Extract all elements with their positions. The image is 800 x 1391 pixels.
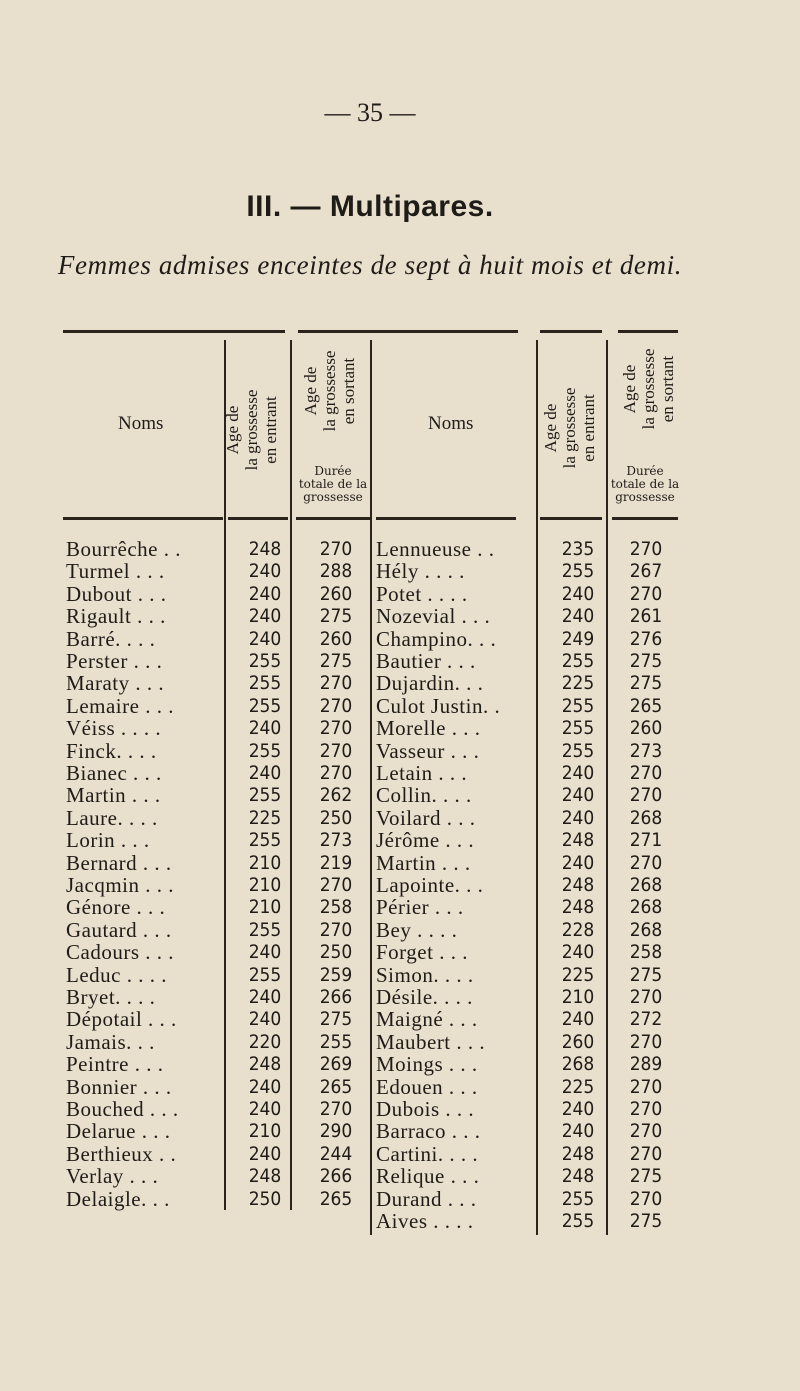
left-sortant-cell: 290 (319, 1120, 353, 1143)
left-name-cell: Jamais. . . (66, 1029, 155, 1054)
left-sortant-cell: 270 (319, 739, 353, 762)
left-sortant-cell: 250 (319, 806, 353, 829)
right-sortant-cell: 270 (629, 1098, 663, 1120)
right-sortant-cell: 260 (629, 717, 663, 740)
right-sortant-cell: 268 (629, 806, 663, 829)
left-name-cell: Dubout . . . (66, 581, 167, 606)
left-entrant-cell: 248 (248, 1053, 282, 1076)
left-sortant-cell: 260 (319, 582, 353, 605)
right-name-cell: Relique . . . (376, 1164, 480, 1189)
left-name-cell: Lemaire . . . (66, 693, 174, 718)
right-name-cell: Durand . . . (376, 1186, 477, 1211)
left-entrant-cell: 250 (248, 1187, 282, 1210)
right-entrant-cell: 248 (561, 896, 595, 919)
left-entrant-cell: 240 (248, 605, 282, 628)
left-sortant-cell: 258 (319, 896, 353, 919)
right-sortant-cell: 270 (629, 1030, 663, 1053)
right-entrant-cell: 240 (561, 582, 595, 605)
right-entrant-cell: 255 (561, 1187, 595, 1210)
right-name-cell: Maigné . . . (376, 1007, 478, 1032)
table-row (0, 941, 800, 963)
left-entrant-cell: 240 (248, 627, 282, 650)
left-sortant-cell: 288 (319, 560, 353, 583)
table-row (0, 605, 800, 627)
left-name-cell: Bonnier . . . (66, 1074, 172, 1099)
table-row (0, 1053, 800, 1075)
right-name-cell: Simon. . . . (376, 962, 474, 987)
right-entrant-cell: 255 (561, 694, 595, 717)
right-name-cell: Letain . . . (376, 761, 468, 785)
left-sortant-cell: 270 (319, 918, 353, 941)
right-name-cell: Dujardin. . . (376, 671, 484, 696)
right-name-cell: Morelle . . . (376, 716, 481, 741)
left-name-cell: Bianec . . . (66, 761, 162, 785)
right-entrant-cell: 248 (561, 874, 595, 896)
table-row (0, 852, 800, 874)
table-row (0, 672, 800, 694)
right-sortant-cell: 267 (629, 560, 663, 583)
right-entrant-cell: 248 (561, 1165, 595, 1188)
right-name-cell: Edouen . . . (376, 1074, 478, 1099)
table-row (0, 874, 800, 896)
right-entrant-cell: 260 (561, 1030, 595, 1053)
page-number: — 35 — (324, 98, 416, 127)
right-sortant-cell: 265 (629, 694, 663, 717)
left-sortant-cell: 244 (319, 1142, 353, 1165)
left-name-cell: Cadours . . . (66, 940, 174, 965)
left-name-cell: Delaigle. . . (66, 1186, 170, 1211)
right-entrant-cell: 255 (561, 1210, 595, 1232)
left-entrant-cell: 225 (248, 806, 282, 829)
left-sortant-cell: 275 (319, 650, 353, 672)
right-entrant-cell: 255 (561, 560, 595, 583)
left-entrant-cell: 210 (248, 851, 282, 874)
right-name-cell: Moings . . . (376, 1052, 478, 1077)
left-entrant-cell: 255 (248, 694, 282, 717)
table-row (0, 896, 800, 918)
right-name-cell: Potet . . . . (376, 581, 468, 606)
right-entrant-cell: 255 (561, 739, 595, 762)
subtitle: Femmes admises enceintes de sept à huit mois et demi. (57, 250, 683, 280)
left-sortant-cell: 266 (319, 1165, 353, 1188)
header-rule-b (296, 517, 371, 520)
left-entrant-cell: 248 (248, 538, 282, 560)
table-row (0, 919, 800, 941)
left-name-cell: Finck. . . . (66, 738, 157, 763)
left-entrant-cell: 255 (248, 963, 282, 986)
left-name-cell: Génore . . . (66, 895, 166, 920)
left-entrant-cell: 240 (248, 582, 282, 605)
left-entrant-cell: 210 (248, 1120, 282, 1143)
right-entrant-cell: 249 (561, 627, 595, 650)
table-row (0, 964, 800, 986)
left-name-cell: Gautard . . . (66, 917, 172, 942)
left-name-cell: Bryet. . . . (66, 985, 156, 1009)
left-entrant-cell: 255 (248, 829, 282, 852)
left-name-cell: Barré. . . . (66, 626, 156, 651)
header-rule-e (612, 517, 678, 520)
left-name-cell: Véiss . . . . (66, 716, 162, 741)
table-row (0, 829, 800, 851)
left-sortant-cell: 262 (319, 784, 353, 807)
right-name-cell: Cartini. . . . (376, 1141, 479, 1166)
left-sortant-cell: 259 (319, 963, 353, 986)
right-entrant-cell: 240 (561, 851, 595, 874)
right-sortant-cell: 270 (629, 538, 663, 560)
right-entrant-cell: 225 (561, 963, 595, 986)
left-entrant-cell: 255 (248, 918, 282, 941)
right-name-cell: Forget . . . (376, 940, 468, 965)
right-entrant-cell: 248 (561, 1142, 595, 1165)
left-sortant-cell: 270 (319, 874, 353, 896)
right-name-cell: Maubert . . . (376, 1029, 486, 1054)
left-entrant-cell: 240 (248, 717, 282, 740)
right-name-cell: Martin . . . (376, 850, 471, 875)
header-rule-c (376, 517, 516, 520)
right-entrant-cell: 240 (561, 762, 595, 784)
left-sortant-cell: 275 (319, 1008, 353, 1031)
table-row (0, 650, 800, 672)
table-row (0, 1008, 800, 1030)
left-name-cell: Leduc . . . . (66, 962, 167, 987)
table-row (0, 1143, 800, 1165)
left-entrant-cell: 255 (248, 739, 282, 762)
right-sortant-cell: 275 (629, 1165, 663, 1188)
header-noms-left: Noms (118, 413, 164, 434)
right-sortant-cell: 275 (629, 963, 663, 986)
right-sortant-cell: 268 (629, 896, 663, 919)
right-name-cell: Collin. . . . (376, 783, 472, 808)
table-row (0, 560, 800, 582)
header-rule-a (228, 517, 288, 520)
header-age-sortant-right: Age de la grossesse en sortant (620, 348, 677, 430)
table-row (0, 1165, 800, 1187)
right-entrant-cell: 235 (561, 538, 595, 560)
left-sortant-cell: 270 (319, 538, 353, 560)
table-row (0, 538, 800, 560)
left-sortant-cell: 265 (319, 1187, 353, 1210)
left-entrant-cell: 240 (248, 762, 282, 784)
left-entrant-cell: 255 (248, 672, 282, 695)
right-sortant-cell: 276 (629, 627, 663, 650)
right-entrant-cell: 268 (561, 1053, 595, 1076)
table-row (0, 986, 800, 1008)
right-sortant-cell: 268 (629, 874, 663, 896)
left-entrant-cell: 240 (248, 941, 282, 964)
left-sortant-cell: 266 (319, 986, 353, 1008)
header-noms-right: Noms (428, 413, 474, 434)
header-rule-d (540, 517, 602, 520)
left-entrant-cell: 220 (248, 1030, 282, 1053)
right-name-cell: Aives . . . . (376, 1209, 474, 1233)
header-age-entrant-right: Age de la grossesse en entrant (541, 387, 598, 469)
left-entrant-cell: 210 (248, 874, 282, 896)
left-name-cell: Bourrêche . . (66, 537, 181, 561)
right-sortant-cell: 275 (629, 672, 663, 695)
left-entrant-cell: 240 (248, 560, 282, 583)
left-name-cell: Maraty . . . (66, 671, 165, 696)
right-name-cell: Vasseur . . . (376, 738, 480, 763)
header-duree-right: Durée totale de la grossesse (610, 464, 680, 504)
left-sortant-cell: 250 (319, 941, 353, 964)
right-entrant-cell: 228 (561, 918, 595, 941)
right-name-cell: Désile. . . . (376, 985, 473, 1009)
table-row (0, 628, 800, 650)
left-entrant-cell: 210 (248, 896, 282, 919)
right-sortant-cell: 270 (629, 986, 663, 1008)
right-entrant-cell: 240 (561, 1008, 595, 1031)
right-entrant-cell: 240 (561, 605, 595, 628)
left-entrant-cell: 240 (248, 986, 282, 1008)
right-sortant-cell: 270 (629, 582, 663, 605)
right-entrant-cell: 210 (561, 986, 595, 1008)
left-name-cell: Laure. . . . (66, 805, 158, 830)
table-row (0, 695, 800, 717)
left-name-cell: Delarue . . . (66, 1119, 171, 1144)
right-entrant-cell: 255 (561, 717, 595, 740)
table-row (0, 807, 800, 829)
table-row (0, 717, 800, 739)
table-row (0, 1210, 800, 1232)
table-row (0, 740, 800, 762)
table-row (0, 583, 800, 605)
right-name-cell: Culot Justin. . (376, 693, 501, 718)
left-sortant-cell: 270 (319, 672, 353, 695)
left-entrant-cell: 255 (248, 784, 282, 807)
right-entrant-cell: 240 (561, 941, 595, 964)
section-title: III. — Multipares. (246, 190, 494, 223)
right-sortant-cell: 258 (629, 941, 663, 964)
right-sortant-cell: 270 (629, 784, 663, 807)
left-sortant-cell: 275 (319, 605, 353, 628)
left-name-cell: Bernard . . . (66, 850, 172, 875)
table-row (0, 1031, 800, 1053)
right-name-cell: Périer . . . (376, 895, 464, 920)
right-sortant-cell: 275 (629, 650, 663, 672)
left-entrant-cell: 240 (248, 1075, 282, 1098)
left-name-cell: Lorin . . . (66, 828, 150, 853)
header-duree-left: Durée totale de la grossesse (298, 464, 368, 504)
left-entrant-cell: 240 (248, 1142, 282, 1165)
left-name-cell: Bouched . . . (66, 1097, 179, 1121)
left-sortant-cell: 265 (319, 1075, 353, 1098)
left-name-cell: Berthieux . . (66, 1141, 177, 1166)
right-entrant-cell: 240 (561, 784, 595, 807)
right-sortant-cell: 270 (629, 1075, 663, 1098)
right-sortant-cell: 268 (629, 918, 663, 941)
left-sortant-cell: 270 (319, 762, 353, 784)
right-name-cell: Hély . . . . (376, 559, 465, 584)
right-name-cell: Jérôme . . . (376, 828, 475, 853)
left-sortant-cell: 270 (319, 694, 353, 717)
header-rule-left (63, 517, 223, 520)
right-sortant-cell: 270 (629, 851, 663, 874)
right-name-cell: Barraco . . . (376, 1119, 481, 1144)
table-row (0, 1076, 800, 1098)
left-name-cell: Verlay . . . (66, 1164, 159, 1189)
table-row (0, 1120, 800, 1142)
right-sortant-cell: 272 (629, 1008, 663, 1031)
right-sortant-cell: 270 (629, 1187, 663, 1210)
right-name-cell: Lennueuse . . (376, 537, 495, 561)
left-name-cell: Dépotail . . . (66, 1007, 177, 1032)
table-row (0, 1098, 800, 1120)
right-name-cell: Voilard . . . (376, 805, 476, 830)
right-name-cell: Lapointe. . . (376, 873, 484, 897)
left-entrant-cell: 248 (248, 1165, 282, 1188)
right-sortant-cell: 261 (629, 605, 663, 628)
left-name-cell: Martin . . . (66, 783, 161, 808)
top-rule-right-a (540, 330, 602, 333)
right-name-cell: Dubois . . . (376, 1097, 475, 1121)
right-entrant-cell: 240 (561, 806, 595, 829)
left-sortant-cell: 255 (319, 1030, 353, 1053)
left-entrant-cell: 255 (248, 650, 282, 672)
right-sortant-cell: 289 (629, 1053, 663, 1076)
left-sortant-cell: 260 (319, 627, 353, 650)
left-name-cell: Rigault . . . (66, 604, 166, 629)
left-name-cell: Peintre . . . (66, 1052, 164, 1077)
left-sortant-cell: 273 (319, 829, 353, 852)
top-rule-left (63, 330, 285, 333)
left-name-cell: Turmel . . . (66, 559, 165, 584)
left-sortant-cell: 219 (319, 851, 353, 874)
right-sortant-cell: 271 (629, 829, 663, 852)
table-row (0, 762, 800, 784)
right-entrant-cell: 225 (561, 672, 595, 695)
right-entrant-cell: 240 (561, 1120, 595, 1143)
left-entrant-cell: 240 (248, 1008, 282, 1031)
right-name-cell: Bey . . . . (376, 917, 458, 942)
right-name-cell: Bautier . . . (376, 649, 476, 673)
right-entrant-cell: 240 (561, 1098, 595, 1120)
table-row (0, 784, 800, 806)
left-sortant-cell: 269 (319, 1053, 353, 1076)
right-sortant-cell: 273 (629, 739, 663, 762)
header-age-entrant-left: Age de la grossesse en entrant (223, 389, 280, 471)
right-sortant-cell: 275 (629, 1210, 663, 1232)
table-row (0, 1188, 800, 1210)
header-age-sortant-left: Age de la grossesse en sortant (301, 350, 358, 432)
left-sortant-cell: 270 (319, 1098, 353, 1120)
right-sortant-cell: 270 (629, 762, 663, 784)
right-sortant-cell: 270 (629, 1142, 663, 1165)
left-entrant-cell: 240 (248, 1098, 282, 1120)
right-entrant-cell: 248 (561, 829, 595, 852)
left-sortant-cell: 270 (319, 717, 353, 740)
right-entrant-cell: 255 (561, 650, 595, 672)
right-entrant-cell: 225 (561, 1075, 595, 1098)
left-name-cell: Perster . . . (66, 649, 163, 673)
right-name-cell: Nozevial . . . (376, 604, 491, 629)
right-sortant-cell: 270 (629, 1120, 663, 1143)
left-name-cell: Jacqmin . . . (66, 873, 174, 897)
right-name-cell: Champino. . . (376, 626, 497, 651)
